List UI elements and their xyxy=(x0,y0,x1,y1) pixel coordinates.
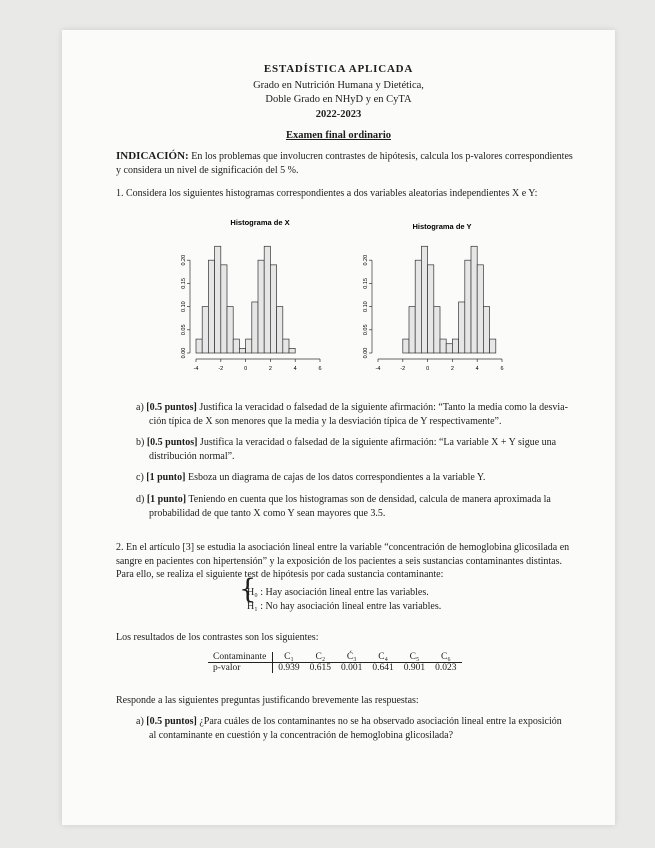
hypothesis-h1: H₁ : No hay asociación lineal entre las variables. xyxy=(247,601,442,612)
x-tick-label: 2 xyxy=(268,366,272,372)
histogram-bar xyxy=(428,265,434,353)
x-tick-label: -2 xyxy=(400,366,406,372)
histogram-bar xyxy=(477,265,483,353)
results-table-grid xyxy=(208,652,462,673)
table-header-cell: C₅ xyxy=(399,652,430,663)
histogram-bar xyxy=(465,260,471,353)
q1-item-d xyxy=(136,493,591,520)
x-tick-label: -4 xyxy=(193,366,199,372)
q1-item-a xyxy=(136,401,591,428)
item-text-2: distribución normal”. xyxy=(149,450,235,462)
histogram-bar xyxy=(289,348,295,353)
y-tick-label: 0.15 xyxy=(363,278,369,289)
histogram-x-title: Histograma de X xyxy=(230,218,290,227)
x-tick-label: 4 xyxy=(293,366,297,372)
y-tick-label: 0.20 xyxy=(363,254,369,266)
q1-intro: 1. Considera los siguientes histogramas correspondientes a dos variables aleatorias independientes X e Y: xyxy=(116,188,538,199)
histogram-bar xyxy=(452,339,458,353)
table-header-cell: Ć₃ xyxy=(336,652,367,663)
indication-label: INDICACIÓN: xyxy=(116,150,189,162)
table-row-label: p-valor xyxy=(208,663,273,674)
degree-line-2: Doble Grado en NHyD y en CyTA xyxy=(265,94,412,105)
y-tick-label: 0.10 xyxy=(363,301,369,312)
item-points: [0.5 puntos] xyxy=(146,437,198,448)
academic-year: 2022-2023 xyxy=(315,109,362,120)
table-cell: 0.939 xyxy=(278,663,300,673)
item-letter: d) xyxy=(136,494,145,505)
x-tick-label: 0 xyxy=(426,366,430,372)
histogram-bar xyxy=(421,246,427,353)
degree-line-1: Grado en Nutrición Humana y Dietética, xyxy=(253,80,424,91)
respond-instruction: Responde a las siguientes preguntas justificando brevemente las respuestas: xyxy=(116,695,419,706)
table-cell: 0.641 xyxy=(372,663,394,673)
histogram-y xyxy=(352,213,512,373)
item-letter: b) xyxy=(136,437,145,448)
x-tick-label: 6 xyxy=(318,366,322,372)
results-intro: Los resultados de los contrastes son los siguientes: xyxy=(116,632,319,643)
q2-intro-line-3: Para ello, se realiza el siguiente test de hipótesis por cada sustancia contaminante: xyxy=(116,569,444,580)
histogram-bar xyxy=(270,265,276,353)
exam-type: Examen final ordinario xyxy=(285,130,391,141)
histogram-bar xyxy=(202,307,208,353)
histogram-bar xyxy=(483,307,489,353)
item-points: [1 punto] xyxy=(146,494,187,505)
table-row xyxy=(208,652,462,663)
item-text-2: al contaminante en cuestión y la concentración de hemoglobina glicosilada? xyxy=(149,729,454,741)
q2-intro xyxy=(116,541,591,582)
exam-page xyxy=(62,30,615,825)
q2-item-a xyxy=(136,715,596,742)
histogram-y-title: Histograma de Y xyxy=(412,222,472,231)
q1-item-c xyxy=(136,471,591,485)
y-tick-label: 0.05 xyxy=(363,324,369,336)
histogram-bar xyxy=(239,348,245,353)
table-cell: 0.901 xyxy=(403,663,426,673)
histogram-bar xyxy=(440,339,446,353)
item-text-1: Justifica la veracidad o falsedad de la siguiente afirmación: “La variable X + Y sigue una xyxy=(199,437,557,448)
table-header-label: Contaminante xyxy=(208,652,273,663)
histogram-bar xyxy=(490,339,496,353)
brace-icon: { xyxy=(239,574,257,605)
item-text-1: ¿Para cuáles de los contaminantes no se ha observado asociación lineal entre la exposición xyxy=(199,716,562,727)
table-cell: 0.001 xyxy=(341,663,363,673)
histogram-bar xyxy=(252,302,258,353)
item-letter: a) xyxy=(136,716,144,727)
item-points: [0.5 puntos] xyxy=(146,716,197,727)
histogram-bar xyxy=(246,339,252,353)
item-letter: a) xyxy=(136,402,144,413)
histogram-bar xyxy=(409,307,415,353)
item-text-2: probabilidad de que tanto X como Y sean mayores que 3.5. xyxy=(149,507,386,519)
y-tick-label: 0.00 xyxy=(363,347,369,359)
q2-intro-line-1: 2. En el artículo [3] se estudia la asociación lineal entre la variable “concentración de hemoglobina glicosilada en xyxy=(116,542,570,553)
histogram-bar xyxy=(471,246,477,353)
histogram-bar xyxy=(258,260,264,353)
histogram-x xyxy=(170,213,330,373)
histogram-bar xyxy=(215,246,221,353)
indication-text-2: y considera un nivel de significación del 5 %. xyxy=(116,164,299,176)
table-row xyxy=(208,663,462,674)
item-text-1: Justifica la veracidad o falsedad de la siguiente afirmación: “Tanto la media como la desvia- xyxy=(199,402,568,413)
item-points: [0.5 puntos] xyxy=(146,402,197,413)
histogram-bar xyxy=(277,307,283,353)
hypothesis-h0: H₀ : Hay asociación lineal entre las variables. xyxy=(247,587,429,598)
y-tick-label: 0.05 xyxy=(181,324,187,336)
histogram-bar xyxy=(233,339,239,353)
x-tick-label: 2 xyxy=(450,366,454,372)
indication-text-1: En los problemas que involucren contrastes de hipótesis, calcula los p-valores correspondientes xyxy=(191,151,573,162)
table-header-cell: C₂ xyxy=(305,652,336,663)
table-cell: 0.615 xyxy=(309,663,332,673)
y-tick-label: 0.20 xyxy=(181,254,187,266)
histogram-bar xyxy=(221,265,227,353)
x-tick-label: 0 xyxy=(244,366,248,372)
item-text-1: Teniendo en cuenta que los histogramas son de densidad, calcula de manera aproximada la xyxy=(188,494,551,505)
y-tick-label: 0.15 xyxy=(181,278,187,289)
course-title: ESTADÍSTICA APLICADA xyxy=(263,63,414,75)
histogram-bar xyxy=(196,339,202,353)
histogram-bar xyxy=(446,344,452,353)
item-points: [1 punto] xyxy=(146,472,186,483)
item-text-2: ción típica de X son menores que la media y la desviación típica de Y respectivamente”. xyxy=(149,415,502,427)
x-tick-label: -4 xyxy=(375,366,381,372)
histogram-bar xyxy=(264,246,270,353)
q2-intro-line-2: sangre en pacientes con hipertensión” y la exposición de los pacientes a seis sustancias contaminantes distintas. xyxy=(116,555,562,567)
y-tick-label: 0.10 xyxy=(181,301,187,312)
table-header-cell: C₄ xyxy=(367,652,398,663)
histogram-bar xyxy=(403,339,409,353)
x-tick-label: 6 xyxy=(500,366,504,372)
histogram-bar xyxy=(227,307,233,353)
table-cell: 0.023 xyxy=(435,663,457,673)
hypotheses xyxy=(239,574,442,614)
x-tick-label: -2 xyxy=(218,366,224,372)
x-tick-label: 4 xyxy=(475,366,479,372)
results-table xyxy=(208,652,462,673)
item-text-1: Esboza un diagrama de cajas de los datos correspondientes a la variable Y. xyxy=(187,472,486,483)
histogram-bar xyxy=(283,339,289,353)
item-letter: c) xyxy=(136,472,144,483)
q1-item-b xyxy=(136,436,591,463)
indication xyxy=(116,150,586,177)
histogram-bar xyxy=(208,260,214,353)
histogram-bar xyxy=(459,302,465,353)
histogram-bar xyxy=(415,260,421,353)
table-header-cell: C₆ xyxy=(430,652,461,663)
table-header-cell: C₁ xyxy=(273,652,305,663)
histogram-bar xyxy=(434,307,440,353)
y-tick-label: 0.00 xyxy=(181,347,187,359)
